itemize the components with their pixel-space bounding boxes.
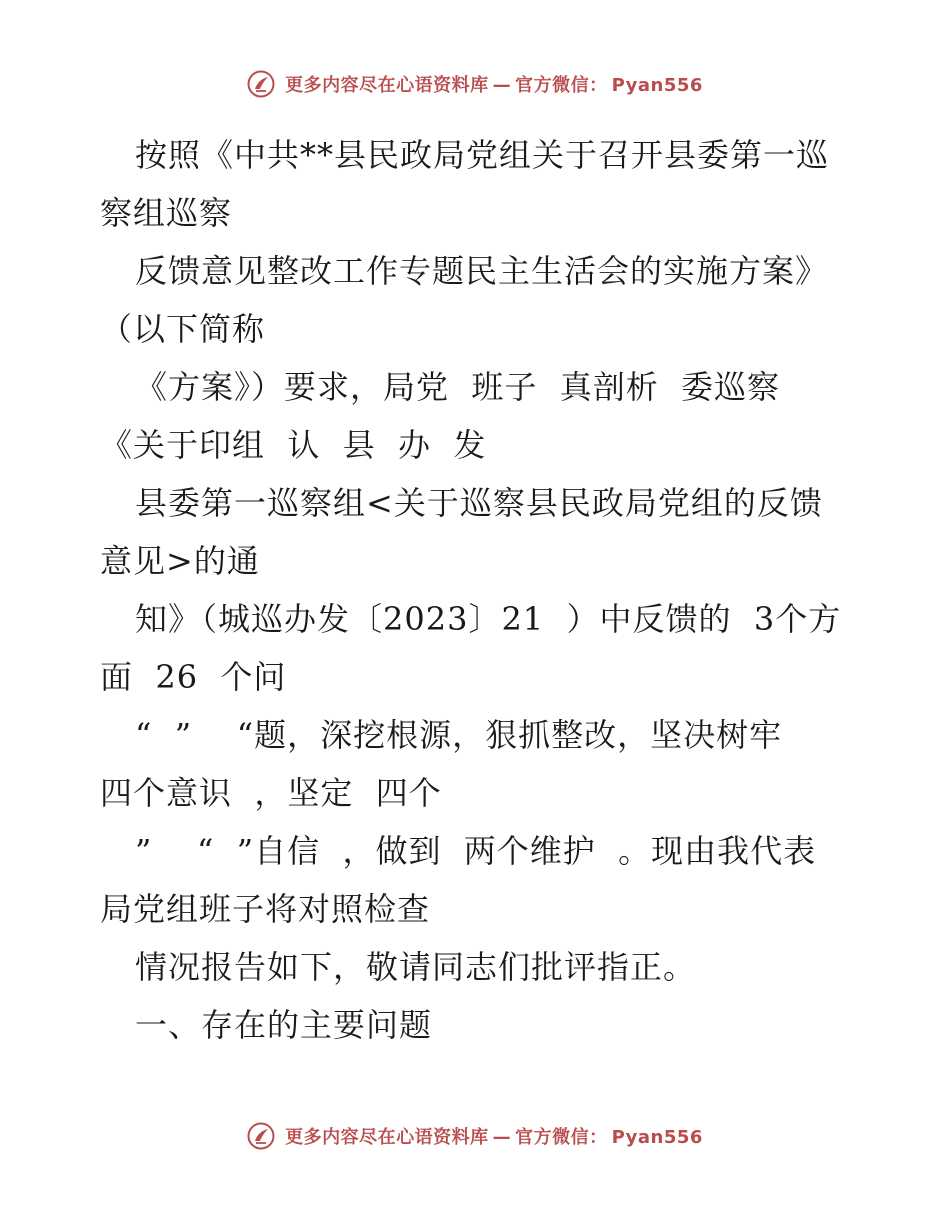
text-line: ” “ ”自信 ，做到 两个维护 。现由我代表	[135, 832, 817, 870]
footer-watermark	[0, 1122, 950, 1150]
text-line: （以下简称	[100, 310, 266, 348]
text-line: 局党组班子将对照检查	[100, 890, 431, 928]
brand-logo-icon	[247, 70, 275, 98]
text-line: 意见>的通	[100, 542, 260, 580]
document-body	[100, 126, 860, 1054]
text-line: “ ” “题，深挖根源，狠抓整改，坚决树牢	[135, 716, 783, 754]
watermark-sub-value: Pyan556	[611, 75, 703, 96]
text-line: 《关于印组 认 县 办 发	[100, 426, 487, 464]
watermark-text	[285, 71, 703, 97]
watermark-separator: —	[492, 75, 512, 96]
text-line: 察组巡察	[100, 194, 233, 232]
text-line: 县委第一巡察组<关于巡察县民政局党组的反馈	[135, 484, 823, 522]
text-line: 情况报告如下，敬请同志们批评指正。	[135, 948, 697, 986]
text-line: 按照《中共**县民政局党组关于召开县委第一巡	[135, 136, 830, 174]
watermark-main: 更多内容尽在心语资料库	[285, 75, 489, 96]
text-line: 反馈意见整改工作专题民主生活会的实施方案》	[135, 252, 829, 290]
watermark-main: 更多内容尽在心语资料库	[285, 1127, 489, 1148]
text-line: 《方案》）要求，局党 班子 真剖析 委巡察	[135, 368, 781, 406]
watermark-sub-value: Pyan556	[611, 1127, 703, 1148]
watermark-sub-label: 官方微信：	[515, 75, 608, 96]
watermark-text	[285, 1123, 703, 1149]
text-line: 知》（城巡办发〔2023〕21 ）中反馈的 3个方	[135, 600, 842, 638]
watermark-sub-label: 官方微信：	[515, 1127, 608, 1148]
brand-logo-icon	[247, 1122, 275, 1150]
text-line: 面 26 个问	[100, 658, 287, 696]
section-heading: 一、存在的主要问题	[135, 1006, 433, 1044]
text-line: 四个意识 ，坚定 四个	[100, 774, 442, 812]
watermark-separator: —	[492, 1127, 512, 1148]
header-watermark	[0, 70, 950, 98]
